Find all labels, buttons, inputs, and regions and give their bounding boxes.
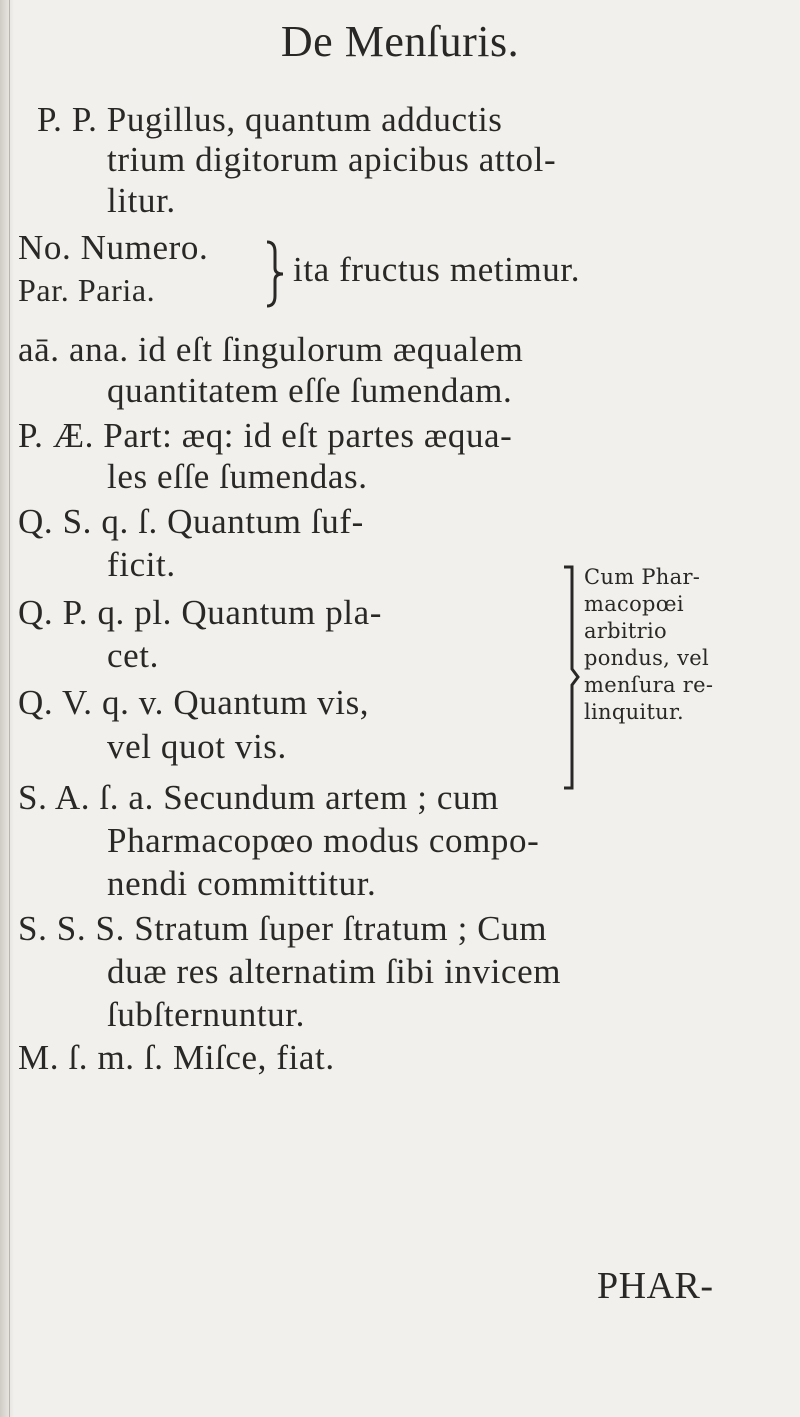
text-line-22: ſubſternuntur. bbox=[107, 995, 305, 1034]
page-gutter-shadow bbox=[0, 0, 14, 1417]
catchword: PHAR- bbox=[597, 1265, 714, 1307]
text-line-23: M. ſ. m. ſ. Miſce, fiat. bbox=[18, 1038, 335, 1077]
text-line-14: cet. bbox=[107, 636, 159, 675]
text-line-17: S. A. ſ. a. Secundum artem ; cum bbox=[18, 778, 499, 817]
margin-note-line-1: Cum Phar- bbox=[584, 565, 701, 589]
text-line-2: trium digitorum apicibus attol- bbox=[107, 140, 557, 179]
margin-note-line-6: linquitur. bbox=[584, 700, 685, 724]
text-line-18: Pharmacopœo modus compo- bbox=[107, 821, 540, 860]
text-line-15: Q. V. q. v. Quantum vis, bbox=[18, 683, 370, 722]
page-title: De Menſuris. bbox=[280, 17, 520, 66]
text-line-20: S. S. S. Stratum ſuper ſtratum ; Cum bbox=[18, 909, 548, 948]
text-line-1: P. P. Pugillus, quantum adductis bbox=[37, 100, 503, 139]
text-line-5: Par. Paria. bbox=[18, 272, 156, 308]
margin-note-line-5: menſura re- bbox=[584, 673, 714, 697]
text-line-13: Q. P. q. pl. Quantum pla- bbox=[18, 593, 383, 632]
margin-note-line-2: macopœi bbox=[584, 592, 684, 616]
text-line-4: No. Numero. bbox=[18, 228, 209, 267]
text-line-12: ficit. bbox=[107, 545, 176, 584]
margin-note-line-3: arbitrio bbox=[584, 619, 667, 643]
text-line-6: ita fructus metimur. bbox=[293, 250, 581, 289]
text-line-9: P. Æ. Part: æq: id eſt partes æqua- bbox=[18, 416, 513, 455]
text-line-16: vel quot vis. bbox=[107, 727, 287, 766]
text-line-8: quantitatem eſſe ſumendam. bbox=[107, 371, 513, 410]
binding-edge-line bbox=[9, 0, 10, 1417]
text-line-11: Q. S. q. ſ. Quantum ſuf- bbox=[18, 502, 364, 541]
brace-quantum-group bbox=[560, 565, 580, 790]
text-line-7: aā. ana. id eſt ſingulorum æqualem bbox=[18, 330, 524, 369]
text-line-10: les eſſe ſumendas. bbox=[107, 457, 368, 496]
text-line-19: nendi committitur. bbox=[107, 864, 377, 903]
margin-note-line-4: pondus, vel bbox=[584, 646, 710, 670]
text-line-21: duæ res alternatim ſibi invicem bbox=[107, 952, 562, 991]
text-line-3: litur. bbox=[107, 181, 176, 220]
brace-numero-paria bbox=[265, 240, 289, 308]
